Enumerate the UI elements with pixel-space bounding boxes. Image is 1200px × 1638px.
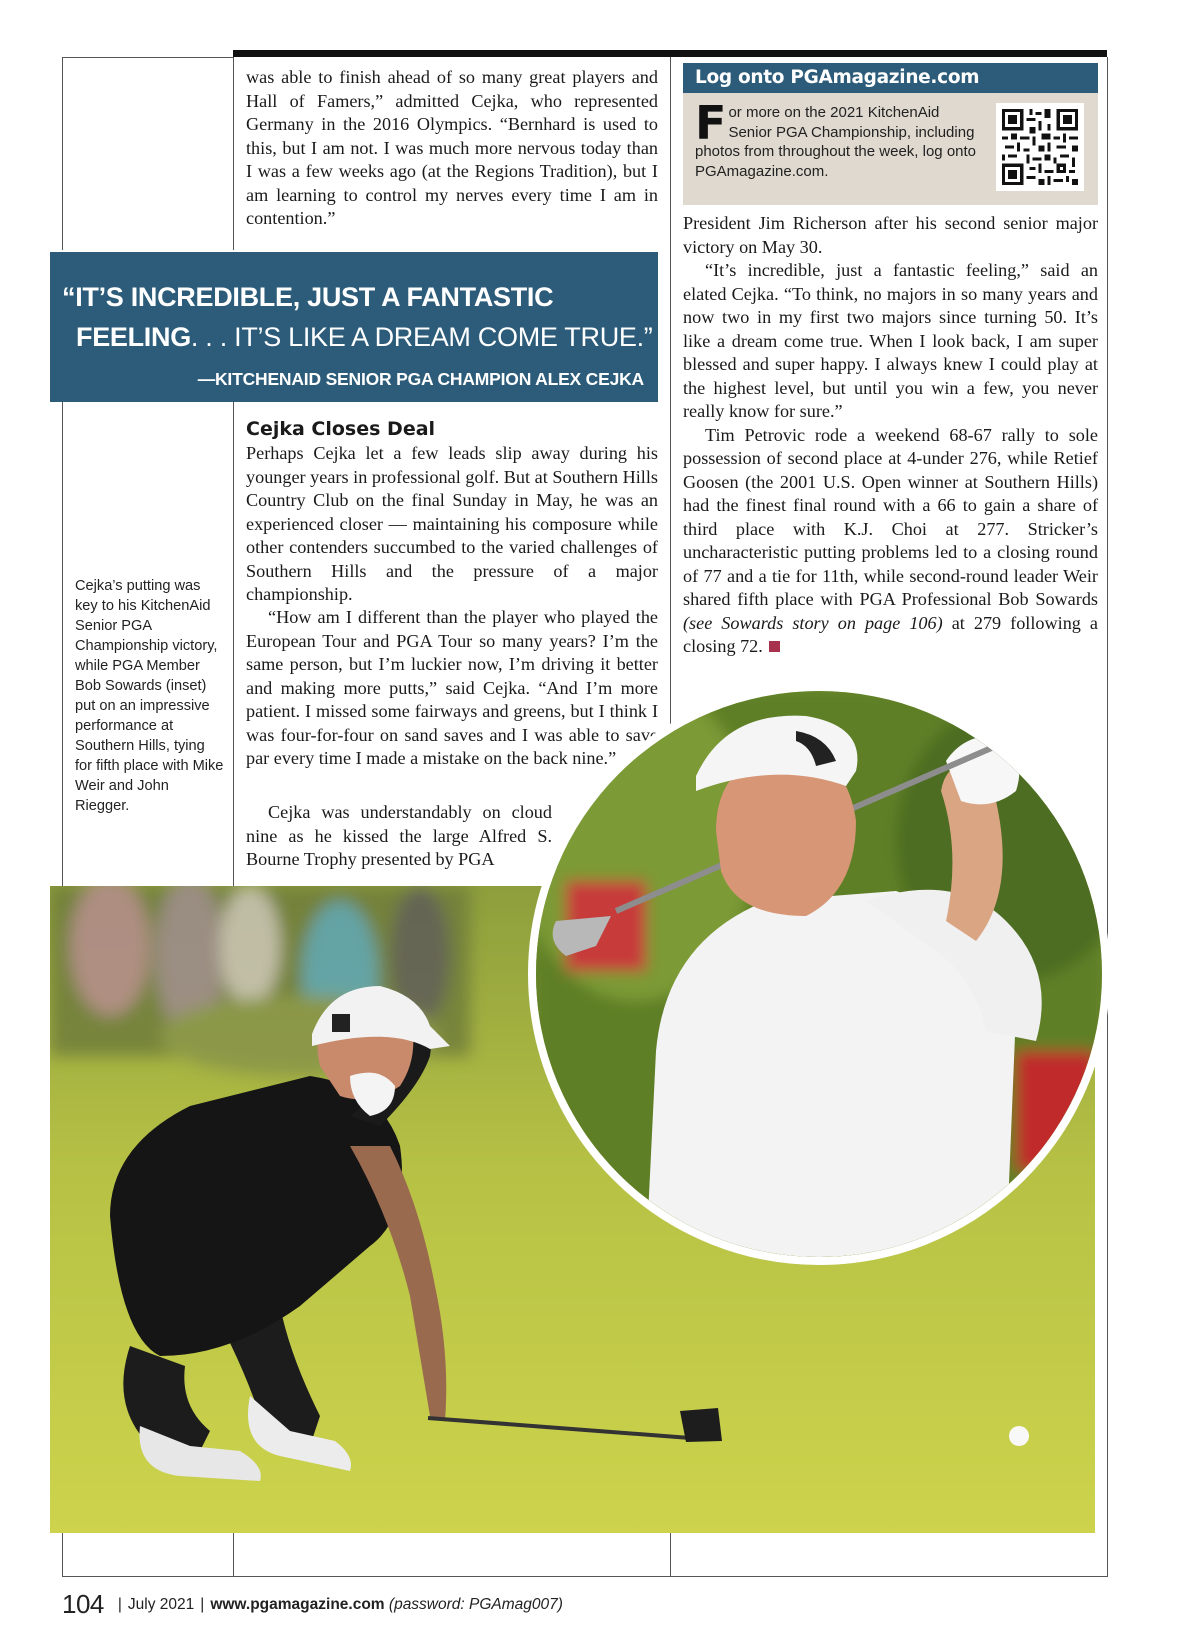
body-paragraph: Cejka was understandably on cloud nine as he kissed the large Alfred S. Bourne Trophy presented by PGA [246,802,552,869]
page-footer: 104 | July 2021 | www.pgamagazine.com (password: PGAmag007) [62,1589,563,1619]
column2-body [683,212,1098,659]
photo-caption: Cejka’s putting was key to his KitchenAid Senior PGA Championship victory, while PGA Member Bob Sowards (inset) put on an impressive performance at Southern Hills, tying for fifth place with Mike Weir and John Riegger. [75,578,224,814]
bottom-frame-line [62,1576,1108,1577]
left-frame-bottom-seg [62,1530,63,1577]
drop-cap: F [695,96,727,150]
left-frame-line-lower [62,402,63,886]
pull-quote-attribution: —KITCHENAID SENIOR PGA CHAMPION ALEX CEJKA [197,369,644,389]
pull-quote [50,252,658,402]
story-reference[interactable]: (see Sowards story on page 106) [683,612,943,633]
column1-continued-text [246,66,658,231]
pull-quote-line2 [76,322,653,353]
end-of-story-mark [769,641,780,652]
body-paragraph: Tim Petrovic rode a weekend 68-67 rally to sole possession of second place at 4-under 276, while Retief Goosen (the 2001 U.S. Open winner at Southern Hills) had the finest final round with a 66 to gain a share of third place with K.J. Choi at 277. Stricker’s uncharacteristic putting problems led to a closing round of 77 and a tie for 11th, while second-round leader Weir shared fifth place with PGA Professional Bob Sowards (see Sowards story on page 106) at 279 following a closing 72. [683,424,1098,656]
body-paragraph: “It’s incredible, just a fantastic feeling,” said an elated Cejka. “To think, no majors in so many years and now two in my first two majors since turning 50. It’s like a dream come true. When I look back, I am super blessed and super happy. I always knew I could play at the highest level, but until you win a few, you never really know for sure.” [683,260,1098,421]
body-paragraph: Perhaps Cejka let a few leads slip away during his younger years in professional golf. But at Southern Hills Country Club on the final Sunday in May, he was an experienced closer — maintaining his composure while other contenders succumbed to the varied challenges of Southern Hills and the pressure of a major championship. [246,443,658,604]
top-rule [233,50,1107,57]
issue-date: July 2021 [127,1596,195,1613]
section-subhead: Cejka Closes Deal [246,418,436,440]
qr-code-icon[interactable] [996,103,1084,191]
pull-quote-bold-word: FEELING [76,322,191,352]
body-paragraph: “How am I different than the player who played the European Tour and PGA Tour so many years? I’m the same person, but I’m luckier now, I’m driving it better and making more putts,” said Cejka. “And I’m more patient. I missed some fairways and greens, but I think I was four-for-four on sand saves and I was able to save par every time I made a mistake on the back nine.” [246,607,658,768]
log-onto-body [695,96,985,181]
body-paragraph: President Jim Richerson after his second senior major victory on May 30. [683,213,1098,257]
website-link[interactable]: www.pgamagazine.com [210,1596,385,1613]
password-note: (password: PGAmag007) [388,1596,563,1613]
log-onto-box [683,63,1098,205]
column1-body-cont [246,606,658,771]
column1-body [246,417,658,607]
gutter-line-1-lower [233,402,234,886]
column1-body-end [246,801,552,872]
right-frame-line [1107,57,1108,1577]
left-frame-line [62,57,63,250]
pull-quote-line2-rest: . . . IT’S LIKE A DREAM COME TRUE.” [190,322,653,352]
gutter-line-1-bottom [233,1530,234,1577]
pull-quote-line1: “IT’S INCREDIBLE, JUST A FANTASTIC [62,282,554,312]
left-frame-top [62,57,233,58]
inset-photo-sowards [528,683,1110,1265]
continued-paragraph: was able to finish ahead of so many great players and Hall of Famers,” admitted Cejka, who represented Germany in the 2016 Olympics. “Bernhard is used to this, but I am not. I was much more nervous today than I was a few weeks ago (at the Regions Tradition), but I am learning to control my nerves every time I am in contention.” [246,67,658,228]
log-onto-text: or more on the 2021 KitchenAid Senior PGA Championship, including photos from throughout the week, log onto PGAmagazine.com. [695,104,977,180]
gutter-line-1 [233,57,234,250]
log-onto-title: Log onto PGAmagazine.com [683,63,1098,93]
page-number: 104 [62,1589,104,1619]
